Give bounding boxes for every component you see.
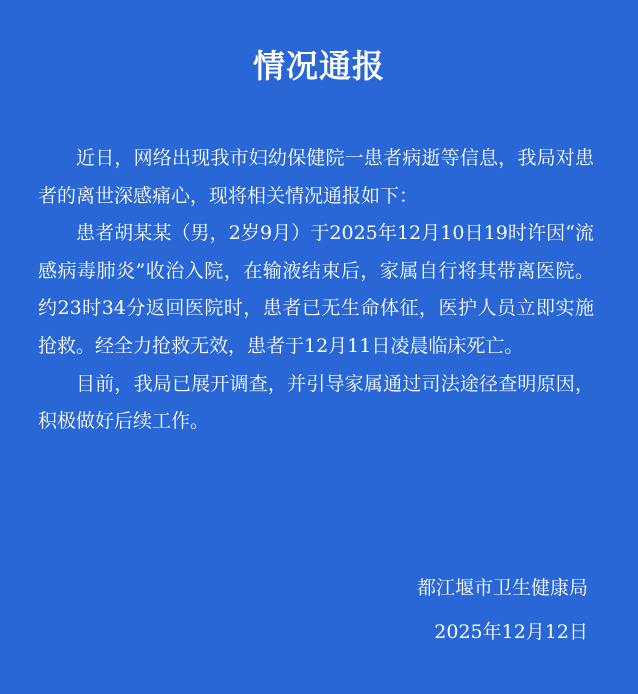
paragraph-details: 患者胡某某（男，2岁9月）于2025年12月10日19时许因“流感病毒肺炎”收治入院，在输液结束后，家属自行将其带离医院。约23时34分返回医院时，患者已无生命体征，医护人员立即实施抢救。经全力抢救无效，患者于12月11日凌晨临床死亡。 (38, 222, 594, 357)
issuer-name: 都江堰市卫生健康局 (416, 577, 588, 599)
notice-body (38, 140, 594, 441)
signature-block (417, 566, 588, 654)
notice-title: 情况通报 (252, 47, 385, 85)
issue-date: 2025年12月12日 (434, 621, 588, 643)
paragraph-intro: 近日，网络出现我市妇幼保健院一患者病逝等信息，我局对患者的离世深感痛心，现将相关情况通报如下： (38, 147, 594, 207)
paragraph-followup: 目前，我局已展开调查，并引导家属通过司法途径查明原因，积极做好后续工作。 (38, 372, 594, 433)
